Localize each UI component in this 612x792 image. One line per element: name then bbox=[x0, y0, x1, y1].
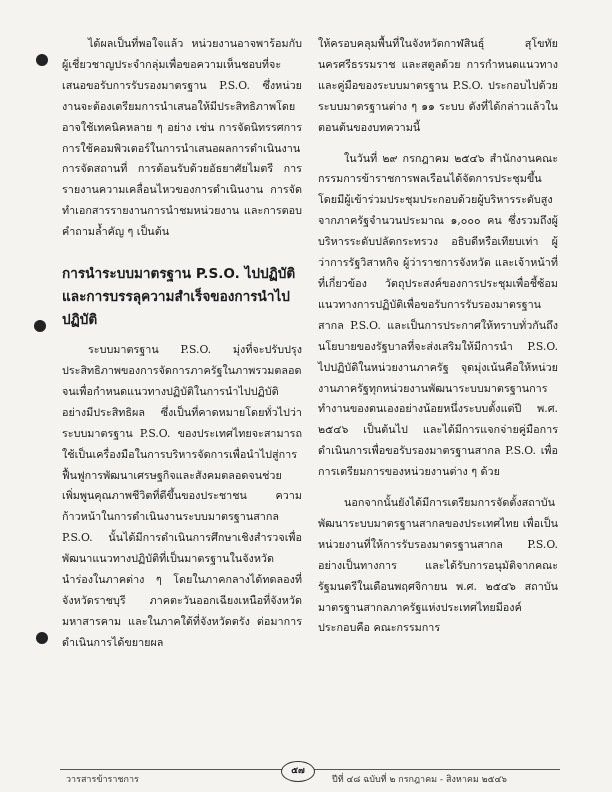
issue-info: ปีที่ ๔๘ ฉบับที่ ๒ กรกฎาคม - สิงหาคม ๒๕๔๖ bbox=[332, 775, 507, 785]
paragraph: ในวันที่ ๒๙ กรกฎาคม ๒๕๔๖ สำนักงานคณะกรรมการข้าราชการพลเรือนได้จัดการประชุมขึ้น โดยมีผู้เข้าร่วมประชุมประกอบด้วยผู้บริหารระดับสูงจากภาครัฐจำนวนประมาณ ๑,๐๐๐ คน ซึ่งรวมถึงผู้บริหารระดับปลัดกระทรวง อธิบดีหรือเทียบเท่า ผู้ว่าการรัฐวิสาหกิจ ผู้ว่าราชการจังหวัด และเจ้าหน้าที่ที่เกี่ยวข้อง วัตถุประสงค์ของการประชุมเพื่อชี้ซ้อมแนวทางการปฏิบัติเพื่อขอรับการรับรองมาตรฐานสากล P.S.O. และเป็นการประกาศให้ทราบทั่วกันถึงนโยบายของรัฐบาลที่จะส่งเสริมให้มีการนำ P.S.O. ไปปฏิบัติในหน่วยงานภาครัฐ จุดมุ่งเน้นคือให้หน่วยงานภาครัฐทุกหน่วยงานพัฒนาระบบมาตรฐานการทำงานของตนเองอย่างน้อยหนึ่งระบบตั้งแต่ปี พ.ศ. ๒๕๔๖ เป็นต้นไป และได้มีการแจกจ่ายคู่มือการดำเนินการเพื่อขอรับรองมาตรฐานสากล P.S.O. เพื่อการเตรียมการของหน่วยงานต่าง ๆ ด้วย bbox=[318, 151, 558, 479]
punch-hole-mark bbox=[34, 320, 46, 332]
left-column bbox=[62, 34, 302, 654]
paragraph: ระบบมาตรฐาน P.S.O. มุ่งที่จะปรับปรุงประสิทธิภาพของการจัดการภาครัฐในภาพรวมตลอดจนเพื่อกำหนดแนวทางปฏิบัติในการนำไปปฏิบัติอย่างมีประสิทธิผล ซึ่งเป็นที่คาดหมายโดยทั่วไปว่าระบบมาตรฐาน P.S.O. ของประเทศไทยจะสามารถใช้เป็นเครื่องมือในการบริหารจัดการเพื่อนำไปสู่การฟื้นฟูการพัฒนาเศรษฐกิจและสังคมตลอดจนช่วยเพิ่มพูนคุณภาพชีวิตที่ดีขึ้นของประชาชน ความก้าวหน้าในการดำเนินงานระบบมาตรฐานสากล P.S.O. นั้นได้มีการดำเนินการศึกษาเชิงสำรวจเพื่อพัฒนาแนวทางปฏิบัติที่เป็นมาตรฐานในจังหวัดนำร่องในภาคต่าง ๆ โดยในภาคกลางได้ทดลองที่จังหวัดราชบุรี ภาคตะวันออกเฉียงเหนือที่จังหวัดมหาสารคาม และในภาคใต้ที่จังหวัดตรัง ต่อมาการดำเนินการได้ขยายผล bbox=[62, 343, 302, 649]
paragraph: ให้ครอบคลุมพื้นที่ในจังหวัดกาฬสินธุ์ สุโขทัย นครศรีธรรมราช และสตูลด้วย การกำหนดแนวทางและคู่มือของระบบมาตรฐาน P.S.O. ประกอบไปด้วยระบบมาตรฐานต่าง ๆ ๑๑ ระบบ ดังที่ได้กล่าวแล้วในตอนต้นของบทความนี้ bbox=[318, 37, 558, 134]
section-heading: การนำระบบมาตรฐาน P.S.O. ไปปฏิบัติ และการบรรลุความสำเร็จของการนำไปปฏิบัติ bbox=[62, 266, 296, 329]
paragraph: นอกจากนั้นยังได้มีการเตรียมการจัดตั้งสถาบันพัฒนาระบบมาตรฐานสากลของประเทศไทย เพื่อเป็นหน่วยงานที่ให้การรับรองมาตรฐานสากล P.S.O. อย่างเป็นทางการ และได้รับการอนุมัติจากคณะรัฐมนตรีในเดือนพฤศจิกายน พ.ศ. ๒๕๔๖ สถาบันมาตรฐานสากลภาครัฐแห่งประเทศไทยมีองค์ประกอบคือ คณะกรรมการ bbox=[318, 496, 558, 635]
punch-hole-mark bbox=[36, 54, 48, 66]
right-column bbox=[318, 34, 558, 639]
paragraph: ได้ผลเป็นที่พอใจแล้ว หน่วยงานอาจพาร้อมกับผู้เชี่ยวชาญประจำกลุ่มเพื่อขอความเห็นชอบที่จะเสนอขอรับการรับรองมาตรฐาน P.S.O. ซึ่งหน่วยงานจะต้องเตรียมการนำเสนอให้มีประสิทธิภาพโดยอาจใช้เทคนิคหลาย ๆ อย่าง เช่น การจัดนิทรรศการ การใช้คอมพิวเตอร์ในการนำเสนอผลการดำเนินงาน การจัดสถานที่ การต้อนรับด้วยอัธยาศัยไมตรี การรายงานความเคลื่อนไหวของการดำเนินงาน การจัดทำเอกสารรายงานการนำชมหน่วยงาน และการตอบคำถามล้ำคัญ ๆ เป็นต้น bbox=[62, 37, 302, 239]
punch-hole-mark bbox=[36, 632, 48, 644]
journal-name: วารสารข้าราชการ bbox=[66, 775, 139, 785]
page-number: ๕๗ bbox=[281, 761, 315, 782]
